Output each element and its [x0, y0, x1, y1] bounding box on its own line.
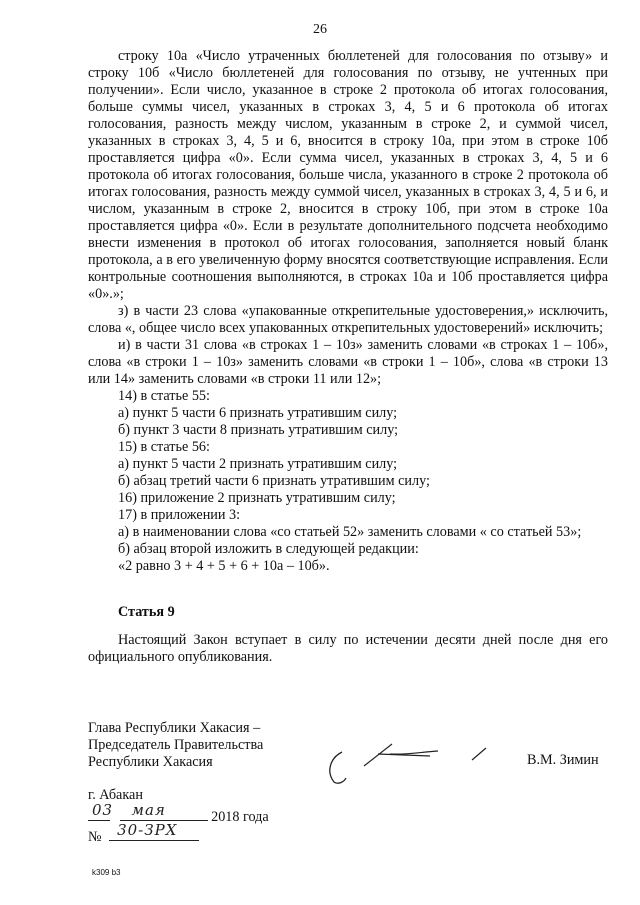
signer-name: В.М. Зимин: [527, 752, 599, 768]
paragraph: б) абзац третий части 6 признать утратившим силу;: [118, 473, 430, 489]
footer-code: k309 b3: [92, 868, 121, 877]
paragraph: 14) в статье 55:: [118, 388, 210, 404]
paragraph: 15) в статье 56:: [118, 439, 210, 455]
signer-title: [88, 720, 263, 771]
law-number-blank: [109, 821, 199, 841]
paragraph: «2 равно 3 + 4 + 5 + 6 + 10а – 10б».: [118, 558, 330, 574]
paragraph: 17) в приложении 3:: [118, 507, 241, 523]
paragraph: строку 10а «Число утраченных бюллетеней для голосования по отзыву» и строку 10б «Число бюллетеней для голосования по отзыву, не учтенных при получении». Если число, указанное в строке 2 протокола об итогах голосования, больше суммы чисел, указанных в строках 3, 4, 5 и 6 протокола об итогах голосования, разность между числом, указанным в строке 2, и суммой чисел, указанных в строках 3, 4, 5 и 6, вносится в строку 10а, при этом в строке 10б проставляется цифра «0». Если сумма чисел, указанных в строках 3, 4, 5 и 6 протокола об итогах голосования, больше числа, указанного в строке 2 протокола об итогах голосования, разность между суммой чисел, указанных в строках 3, 4, 5 и 6, и числом, указанным в строке 2, вносится в строку 10б, при этом в строке 10а проставляется цифра «0». Если в результате дополнительного подсчета необходимо внести изменения в протокол об итогах голосования, заполняется новый бланк протокола, а в его увеличенную форму вносятся соответствующие исправления. Если контрольные соотношения выполняются, в строках 10а и 10б проставляется цифра «0».»;: [88, 48, 608, 302]
paragraph: б) абзац второй изложить в следующей редакции:: [118, 541, 419, 557]
paragraph: а) в наименовании слова «со статьей 52» заменить словами « со статьей 53»;: [118, 524, 582, 540]
handwritten-signature: [320, 738, 510, 788]
paragraph: а) пункт 5 части 2 признать утратившим силу;: [118, 456, 398, 472]
paragraph: з) в части 23 слова «упакованные открепительные удостоверения,» исключить, слова «, общее число всех упакованных открепительных удостоверений» исключить;: [88, 303, 608, 336]
signer-title-line: Председатель Правительства: [88, 737, 264, 753]
signing-date: [88, 801, 269, 826]
law-number-handwritten: 30-ЗРХ: [117, 821, 178, 839]
place-of-signing: г. Абакан: [88, 787, 143, 803]
date-year: 2018 года: [211, 809, 269, 825]
paragraph: б) пункт 3 части 8 признать утратившим силу;: [118, 422, 399, 438]
signer-title-line: Республики Хакасия: [88, 754, 213, 770]
date-day-blank: [88, 801, 114, 821]
article-title: Статья 9: [118, 604, 175, 620]
law-number: [88, 821, 199, 846]
date-month-blank: [120, 801, 208, 821]
law-number-prefix: №: [88, 829, 102, 845]
article-text: Настоящий Закон вступает в силу по истечении десяти дней после дня его официального опубликования.: [88, 632, 608, 665]
paragraph: а) пункт 5 части 6 признать утратившим силу;: [118, 405, 398, 421]
signer-title-line: Глава Республики Хакасия –: [88, 720, 261, 736]
paragraph: и) в части 31 слова «в строках 1 – 10з» заменить словами «в строках 1 – 10б», слова «в строки 1 – 10з» заменить словами «в строки 1 – 10б», слова «в строки 13 или 14» заменить словами «в строки 11 или 12»;: [88, 337, 608, 387]
paragraph: 16) приложение 2 признать утратившим силу;: [118, 490, 396, 506]
date-month-handwritten: мая: [131, 801, 166, 819]
body-text: [88, 48, 608, 575]
date-day-handwritten: 03: [92, 801, 114, 819]
page-number: 26: [313, 22, 327, 37]
